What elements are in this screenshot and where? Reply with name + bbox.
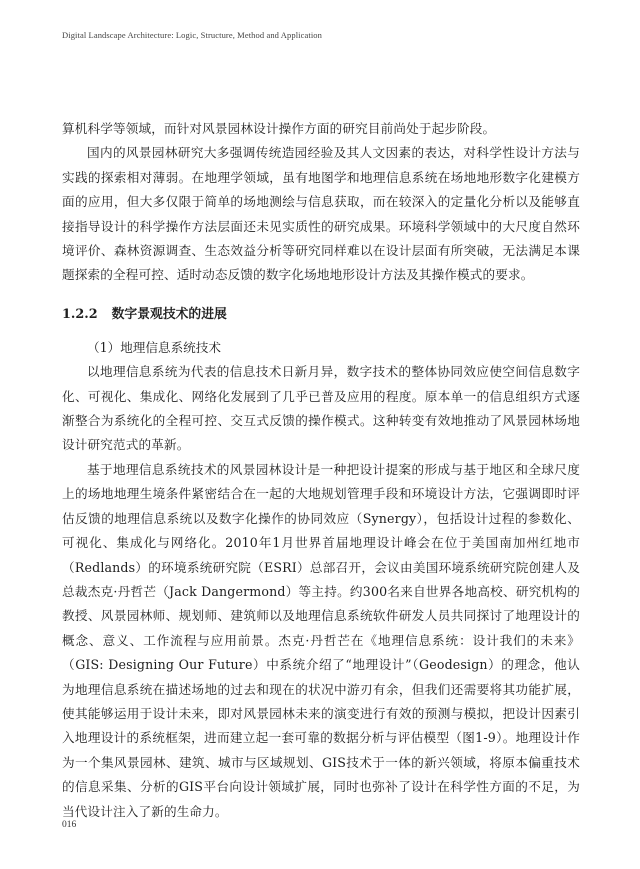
section-title: 数字景观技术的进展: [111, 306, 227, 322]
paragraph-research-status: 国内的风景园林研究大多强调传统造园经验及其人文因素的表达，对科学性设计方法与实践的探索相对薄弱。在地理学领域，虽有地图学和地理信息系统在场地地形数字化建模方面的应用，但大多仅限于简单的场地测绘与信息获取，而在较深入的定量化分析以及能够直接指导设计的科学操作方法层面还未见实质性的研究成果。环境科学领域中的大尺度自然环境评价、森林资源调查、生态效益分析等研究同样难以在设计层面有所突破，无法满足本课题探索的全程可控、适时动态反馈的数字化场地地形设计方法及其操作模式的要求。: [62, 145, 580, 283]
running-header: Digital Landscape Architecture: Logic, Structure, Method and Application: [62, 30, 322, 40]
subsection-heading: （1）地理信息系统技术: [87, 339, 221, 355]
page-body: [62, 117, 580, 824]
paragraph-continuation: 算机科学等领域，而针对风景园林设计操作方面的研究目前尚处于起步阶段。: [62, 121, 496, 136]
paragraph-geodesign: 基于地理信息系统技术的风景园林设计是一种把设计提案的形成与基于地区和全球尺度上的场地地理生境条件紧密结合在一起的大地规划管理手段和环境设计方法，它强调即时评估反馈的地理信息系统以及数字化操作的协同效应（Synergy），包括设计过程的参数化、可视化、集成化与网络化。2010年1月世界首届地理设计峰会在位于美国南加州红地市（Redlands）的环境系统研究院（ESRI）总部召开，会议由美国环境系统研究院创建人及总裁杰克·丹哲芒（Jack Dangermond）等主持。约300名来自世界各地高校、研究机构的教授、风景园林师、规划师、建筑师以及地理信息系统软件研发人员共同探讨了地理设计的概念、意义、工作流程与应用前景。杰克·丹哲芒在《地理信息系统：设计我们的未来》（GIS: Designing Our Future）中系统介绍了“地理设计”（Geodesign）的理念，他认为地理信息系统在描述场地的过去和现在的状况中游刃有余，但我们还需要将其功能扩展，使其能够运用于设计未来，即对风景园林未来的演变进行有效的预测与模拟，把设计因素引入地理设计的系统框架，进而建立起一套可靠的数据分析与评估模型（图1-9）。地理设计作为一个集风景园林、建筑、城市与区域规划、GIS技术于一体的新兴领域，将原本偏重技术的信息采集、分析的GIS平台向设计领域扩展，同时也弥补了设计在科学性方面的不足，为当代设计注入了新的生命力。: [62, 461, 580, 819]
section-heading: [62, 306, 580, 324]
section-number: 1.2.2: [62, 306, 98, 322]
page-number: 016: [62, 820, 77, 830]
paragraph-gis-intro: 以地理信息系统为代表的信息技术日新月异，数字技术的整体协同效应使空间信息数字化、可视化、集成化、网络化发展到了几乎已普及应用的程度。原本单一的信息组织方式逐渐整合为系统化的全程可控、交互式反馈的操作模式。这种转变有效地推动了风景园林场地设计研究范式的革新。: [62, 364, 580, 453]
